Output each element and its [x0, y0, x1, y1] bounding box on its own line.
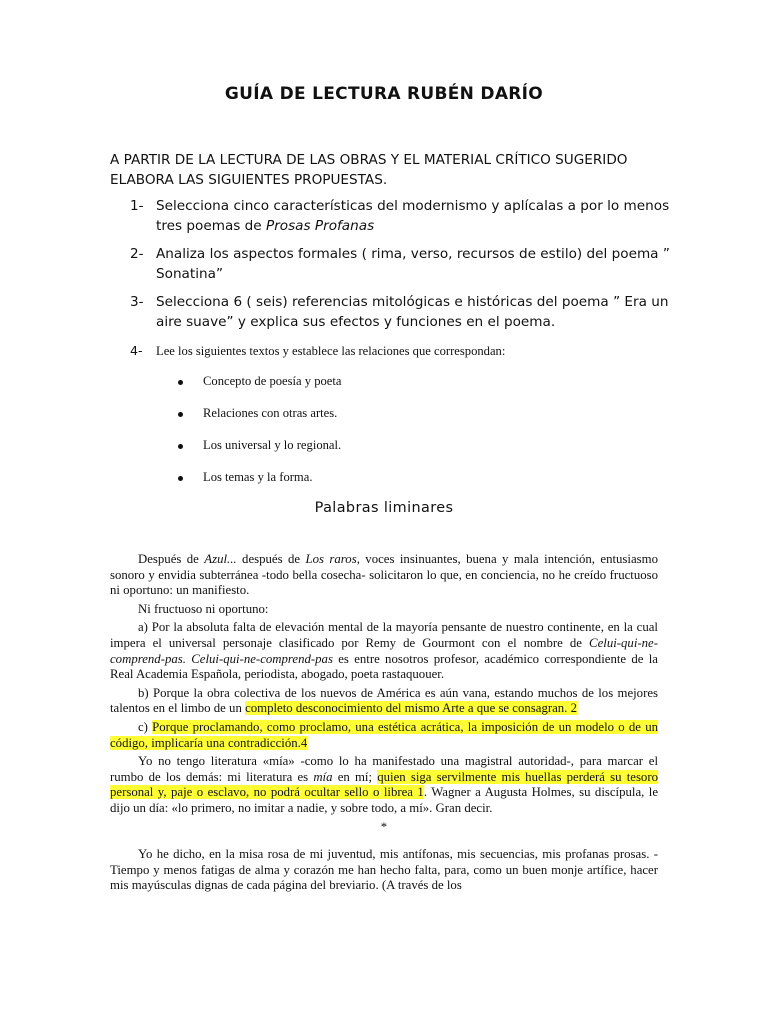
bullet-dot-icon	[178, 444, 183, 449]
italic-term: Celui-qui-ne-comprend-pas	[191, 651, 333, 666]
bullet-text: Los temas y la forma.	[203, 470, 313, 484]
bullet-text: Relaciones con otras artes.	[203, 406, 338, 420]
prose-paragraph-3	[110, 620, 658, 682]
prose-paragraph-2: Ni fructuoso ni oportuno:	[138, 601, 269, 616]
text-run: c)	[138, 719, 153, 734]
text-run: , voces insinuantes, buena y mala intención, entusiasmo sonoro y envidia subterránea -todo bella cosecha- solicitaron lo que, en conciencia, no he creído fructuoso ni oportuno: un manifiesto.	[110, 552, 658, 598]
list-item-3	[110, 292, 670, 332]
list-item-1	[110, 196, 670, 236]
intro-paragraph: A PARTIR DE LA LECTURA DE LAS OBRAS Y EL MATERIAL CRÍTICO SUGERIDO ELABORA LAS SIGUIENTES PROPUESTAS.	[110, 152, 628, 188]
highlighted-text: Porque proclamando, como proclamo, una estética acrática, la imposición de un modelo o de un código, implicaría una contradicción.4	[110, 719, 658, 750]
text-run: después de	[236, 552, 306, 566]
text-run: en mí;	[332, 769, 378, 784]
text-run: b) Porque la obra colectiva de los nuevos de América es aún vana, estando muchos de los mejores talentos en el limbo de un	[110, 685, 658, 716]
document-title: GUÍA DE LECTURA RUBÉN DARÍO	[224, 84, 544, 104]
italic-term: Celui-qui-ne-comprend-pas.	[110, 635, 658, 666]
list-item-2	[110, 244, 670, 284]
prose-paragraph-1	[110, 552, 658, 599]
italic-term: mía	[313, 769, 333, 784]
text-run: Después de	[138, 552, 205, 566]
book-title-azul: Azul...	[204, 552, 237, 566]
list-number: 1-	[130, 198, 144, 214]
bullet-text: Los universal y lo regional.	[203, 438, 342, 452]
text-run: a) Por la absoluta falta de elevación mental de la mayoría pensante de nuestro continente, en la cual impera el universal personaje clasificado por Remy de Gourmont con el nombre de	[110, 620, 658, 650]
bullet-dot-icon	[178, 476, 183, 481]
prose-paragraph-6	[110, 754, 658, 816]
list-item-4	[130, 343, 690, 359]
bullet-text: Concepto de poesía y poeta	[203, 374, 342, 388]
list-text-part: Selecciona cinco características del modernismo y aplícalas a por lo menos tres poemas de	[156, 198, 670, 234]
list-text: Lee los siguientes textos y establece las relaciones que correspondan:	[156, 344, 506, 358]
text-run: es entre nosotros profesor, académico correspondiente de la Real Academia Española, periodista, abogado, poeta rastaquouer.	[110, 651, 658, 682]
text-run: . Wagner a Augusta Holmes, su discípula, le dijo un día: «lo primero, no imitar a nadie, y sobre todo, a mí». Gran decir.	[110, 785, 659, 815]
highlighted-text: quien siga servilmente mis huellas perderá su tesoro personal y, paje o esclavo, no podrá ocultar sello o librea 1	[110, 769, 658, 800]
prose-paragraph-5	[110, 720, 658, 751]
section-separator: *	[380, 819, 388, 834]
book-title-prosas-profanas: Prosas Profanas	[266, 218, 375, 234]
prose-section	[110, 552, 658, 894]
list-number: 4-	[130, 343, 143, 358]
text-run: Yo no tengo literatura «mía» -como lo ha manifestado una magistral autoridad-, para marcar el rumbo de los demás: mi literatura es	[110, 754, 658, 784]
prose-paragraph-7: Yo he dicho, en la misa rosa de mi juventud, mis antífonas, mis secuencias, mis profanas prosas. -Tiempo y menos fatigas de alma y corazón me han hecho falta, para, como un buen monje artífice, hacer mis mayúsculas dignas de cada página del breviario. (A través de los	[110, 847, 658, 893]
bullet-dot-icon	[178, 380, 183, 385]
highlighted-text: completo desconocimiento del mismo Arte a que se consagran. 2	[245, 701, 577, 716]
list-number: 3-	[130, 294, 144, 310]
book-title-los-raros: Los raros	[305, 552, 357, 566]
list-text	[156, 196, 670, 236]
bullet-dot-icon	[178, 412, 183, 417]
list-text: Selecciona 6 ( seis) referencias mitológicas e históricas del poema ” Era un aire suave” y explica sus efectos y funciones en el poema.	[156, 294, 669, 330]
section-subtitle: Palabras liminares	[314, 500, 454, 516]
list-number: 2-	[130, 246, 144, 262]
prose-paragraph-4	[110, 686, 658, 717]
list-text: Analiza los aspectos formales ( rima, verso, recursos de estilo) del poema ” Sonatina”	[156, 246, 670, 282]
